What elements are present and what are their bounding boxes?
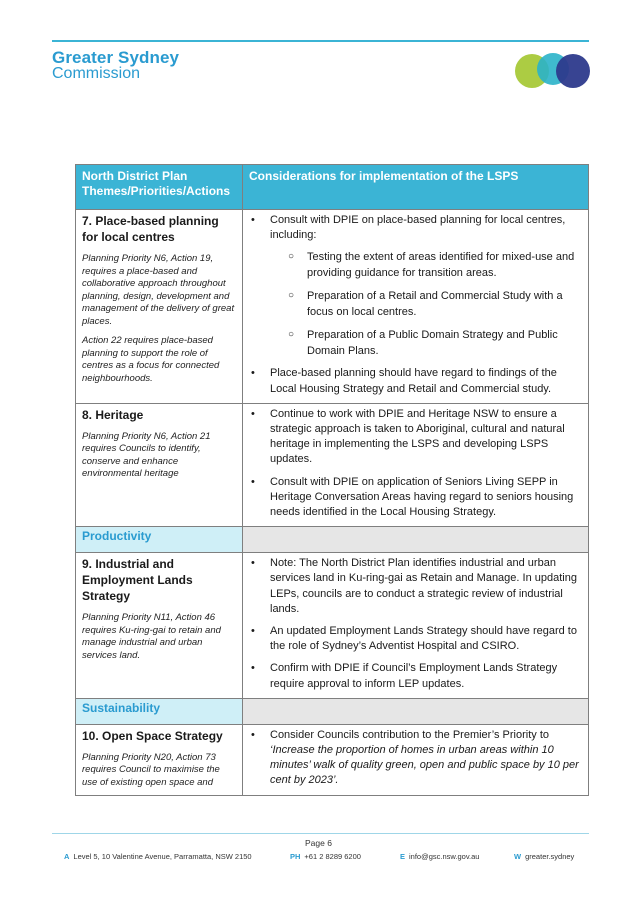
bullet-icon: • bbox=[251, 407, 255, 420]
theme-description: Planning Priority N20, Action 73 requires Council to maximise the use of existing open space and bbox=[82, 751, 220, 788]
theme-cell bbox=[76, 553, 243, 699]
column-header-themes: North District Plan Themes/Priorities/Actions bbox=[76, 165, 243, 210]
footer-email[interactable] bbox=[400, 852, 479, 861]
column-header-considerations: Considerations for implementation of the LSPS bbox=[243, 165, 589, 210]
logo-wordmark bbox=[52, 50, 179, 82]
sub-list-item-text: Preparation of a Retail and Commercial Study with a focus on local centres. bbox=[307, 290, 563, 319]
theme-title: 7. Place-based planning for local centres bbox=[82, 214, 219, 244]
table-row bbox=[76, 553, 589, 699]
sub-list-item-text: Preparation of a Public Domain Strategy and Public Domain Plans. bbox=[307, 329, 558, 358]
sub-list-item bbox=[270, 249, 582, 281]
footer-key: A bbox=[64, 852, 70, 861]
bullet-icon: • bbox=[251, 214, 255, 226]
sub-list-item bbox=[270, 327, 582, 359]
footer-value[interactable]: greater.sydney bbox=[525, 852, 575, 861]
considerations-cell bbox=[243, 403, 589, 526]
section-label: Productivity bbox=[76, 527, 243, 553]
considerations-cell bbox=[243, 553, 589, 699]
footer-value: Level 5, 10 Valentine Avenue, Parramatta, NSW 2150 bbox=[73, 852, 252, 861]
bullet-icon: • bbox=[251, 728, 255, 741]
logo-line-2: Commission bbox=[52, 65, 141, 82]
list-item bbox=[251, 556, 582, 617]
list-item-quote: ‘Increase the proportion of homes in urban areas within 10 minutes’ walk of quality green, open and public space by 10 per cent by 2023’. bbox=[270, 744, 579, 787]
footer-address bbox=[64, 852, 252, 861]
list-item bbox=[251, 624, 582, 654]
list-item bbox=[251, 407, 582, 468]
considerations-cell bbox=[243, 724, 589, 795]
logo-line-1: Greater Sydney bbox=[52, 48, 180, 67]
theme-description: Planning Priority N11, Action 46 requires Ku-ring-gai to retain and manage industrial and urban services land. bbox=[82, 612, 221, 661]
bullet-icon: • bbox=[251, 367, 255, 380]
section-filler bbox=[243, 698, 589, 724]
footer-phone bbox=[290, 852, 361, 861]
theme-title: 9. Industrial and Employment Lands Strategy bbox=[82, 557, 193, 604]
list-item-text: Continue to work with DPIE and Heritage NSW to ensure a strategic approach is taken to Aboriginal, cultural and natural heritage in implementing the LSPS and developing LSPS updates. bbox=[270, 407, 565, 466]
list-item bbox=[251, 728, 582, 789]
circle-bullet-icon: ○ bbox=[288, 290, 295, 302]
logo-circles-icon bbox=[515, 53, 591, 89]
bullet-icon: • bbox=[251, 662, 255, 675]
list-item-text: An updated Employment Lands Strategy should have regard to the role of Sydney’s Adventist Hospital and CSIRO. bbox=[270, 625, 577, 653]
section-label: Sustainability bbox=[76, 698, 243, 724]
footer-key: W bbox=[514, 852, 522, 861]
section-filler bbox=[243, 527, 589, 553]
section-row-sustainability bbox=[76, 698, 589, 724]
list-item-text: Consult with DPIE on place-based planning for local centres, including: bbox=[270, 214, 566, 242]
footer-website[interactable] bbox=[514, 852, 574, 861]
footer-value: +61 2 8289 6200 bbox=[304, 852, 361, 861]
list-item bbox=[251, 366, 582, 396]
list-item-text: Consult with DPIE on application of Seniors Living SEPP in Heritage Conversation Areas having regard to seniors housing needs identified in the Local Housing Strategy. bbox=[270, 475, 574, 519]
theme-cell bbox=[76, 724, 243, 795]
list-item-text: Note: The North District Plan identifies industrial and urban services land in Ku-ring-gai as Retain and Manage. In updating LEPs, councils are to conduct a strategic review of industrial lands. bbox=[270, 557, 577, 615]
list-item bbox=[251, 475, 582, 521]
bullet-icon: • bbox=[251, 557, 255, 570]
circle-bullet-icon: ○ bbox=[288, 251, 295, 263]
theme-description: Planning Priority N6, Action 19, requires a place-based and collaborative approach throughout planning, design, development and management of the delivery of great places. bbox=[82, 253, 235, 327]
bullet-icon: • bbox=[251, 475, 255, 488]
theme-title: 10. Open Space Strategy bbox=[82, 728, 223, 743]
circle-bullet-icon: ○ bbox=[288, 329, 295, 341]
list-item-text: Place-based planning should have regard to findings of the Local Housing Strategy and Retail and Commercial study. bbox=[270, 367, 557, 395]
theme-description: Planning Priority N6, Action 21 requires Councils to identify, conserve and enhance environmental heritage bbox=[82, 430, 211, 480]
footer-rule bbox=[52, 833, 589, 834]
considerations-cell bbox=[243, 210, 589, 404]
considerations-table bbox=[75, 164, 589, 796]
theme-title: 8. Heritage bbox=[82, 407, 144, 422]
footer-value[interactable]: info@gsc.nsw.gov.au bbox=[409, 852, 480, 861]
section-row-productivity bbox=[76, 527, 589, 553]
list-item-text: Consider Councils contribution to the Premier’s Priority to bbox=[270, 728, 549, 741]
theme-cell bbox=[76, 210, 243, 404]
header-rule bbox=[52, 40, 589, 42]
theme-cell bbox=[76, 403, 243, 526]
list-item bbox=[251, 661, 582, 691]
footer-key: PH bbox=[290, 852, 301, 861]
table-row bbox=[76, 403, 589, 526]
sub-list-item bbox=[270, 288, 582, 320]
list-item bbox=[251, 213, 582, 359]
bullet-icon: • bbox=[251, 625, 255, 638]
page-number: Page 6 bbox=[305, 838, 332, 848]
footer-key: E bbox=[400, 852, 406, 861]
table-row bbox=[76, 724, 589, 795]
sub-list-item-text: Testing the extent of areas identified for mixed-use and providing guidance for transition areas. bbox=[307, 251, 575, 280]
theme-description: Action 22 requires place-based planning to support the role of centres as a focus for connected neighbourhoods. bbox=[82, 335, 220, 384]
table-row bbox=[76, 210, 589, 404]
list-item-text: Confirm with DPIE if Council’s Employment Lands Strategy require approval to inform LEP updates. bbox=[270, 662, 558, 690]
table-header-row bbox=[76, 165, 589, 210]
